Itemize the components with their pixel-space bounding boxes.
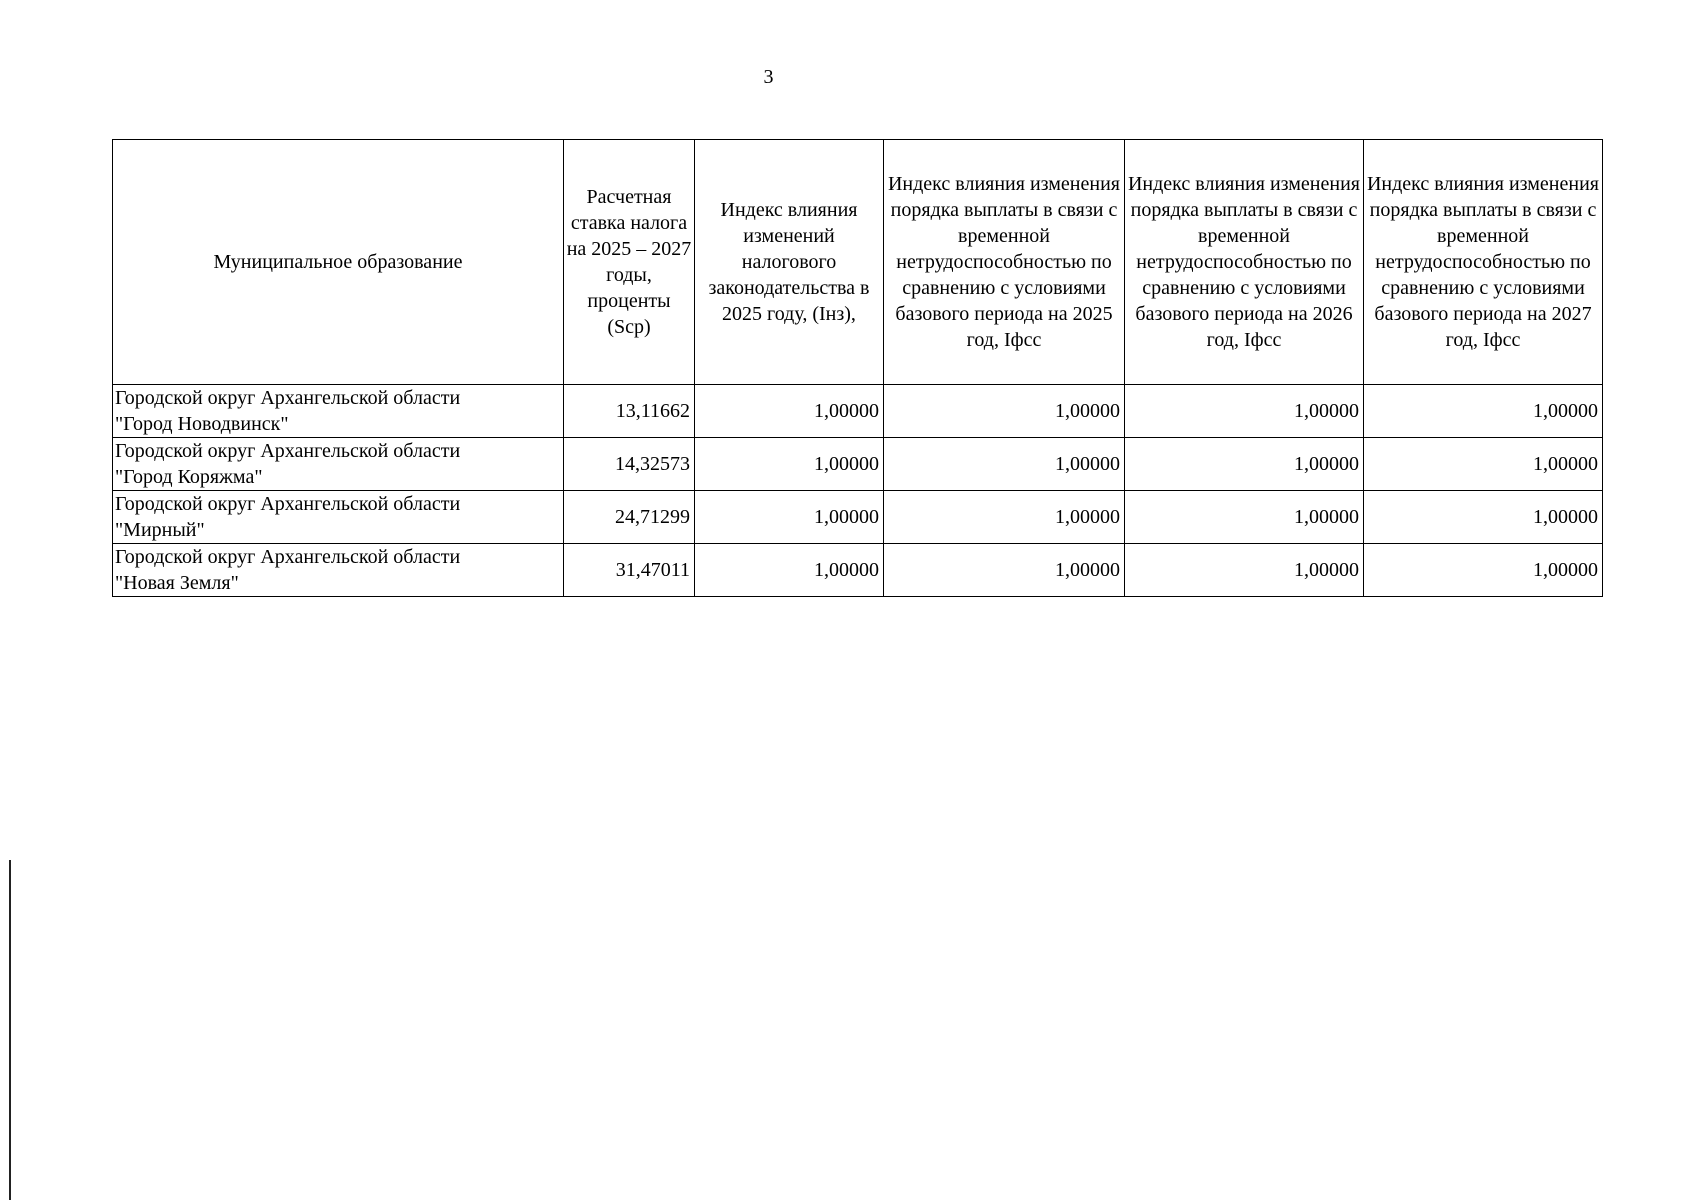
tax-law-index-cell: 1,00000	[695, 438, 884, 491]
header-municipality: Муниципальное образование	[113, 140, 564, 385]
fss-index-2025-cell: 1,00000	[884, 491, 1125, 544]
table-header-row	[113, 140, 1603, 385]
municipality-cell	[113, 491, 564, 544]
page-number	[0, 66, 1697, 89]
tax-rate-cell: 31,47011	[564, 544, 695, 597]
fss-index-2026-cell: 1,00000	[1125, 438, 1364, 491]
tax-rate-cell: 14,32573	[564, 438, 695, 491]
table-row	[113, 544, 1603, 597]
municipality-name-line2: "Город Коряжма"	[115, 466, 263, 488]
table-row	[113, 438, 1603, 491]
municipality-name-line2: "Город Новодвинск"	[115, 413, 289, 435]
scan-margin-line	[9, 860, 11, 1200]
municipality-cell	[113, 544, 564, 597]
municipality-name-line2: "Новая Земля"	[115, 572, 239, 594]
fss-index-2026-cell: 1,00000	[1125, 385, 1364, 438]
fss-index-2027-cell: 1,00000	[1364, 438, 1603, 491]
table-header	[113, 140, 1603, 385]
fss-index-2027-cell: 1,00000	[1364, 491, 1603, 544]
page-number-text: 3	[763, 66, 774, 88]
municipality-name-line1: Городской округ Архангельской области	[115, 546, 461, 568]
municipality-name-line1: Городской округ Архангельской области	[115, 440, 461, 462]
municipality-name-line1: Городской округ Архангельской области	[115, 493, 461, 515]
fss-index-2025-cell: 1,00000	[884, 438, 1125, 491]
fss-index-2025-cell: 1,00000	[884, 544, 1125, 597]
municipality-name-line1: Городской округ Архангельской области	[115, 387, 461, 409]
header-tax-law-index: Индекс влияния изменений налогового законодательства в 2025 году, (Iнз),	[695, 140, 884, 385]
header-fss-index-2027: Индекс влияния изменения порядка выплаты в связи с временной нетрудоспособностью по сравнению с условиями базового периода на 2027 год, Iфсс	[1364, 140, 1603, 385]
municipality-cell	[113, 385, 564, 438]
municipality-cell	[113, 438, 564, 491]
header-tax-rate: Расчетная ставка налога на 2025 – 2027 годы, проценты (Sср)	[564, 140, 695, 385]
table-row	[113, 491, 1603, 544]
fss-index-2026-cell: 1,00000	[1125, 491, 1364, 544]
fss-index-2027-cell: 1,00000	[1364, 544, 1603, 597]
tax-law-index-cell: 1,00000	[695, 544, 884, 597]
header-fss-index-2025: Индекс влияния изменения порядка выплаты в связи с временной нетрудоспособностью по сравнению с условиями базового периода на 2025 год, Iфсс	[884, 140, 1125, 385]
fss-index-2027-cell: 1,00000	[1364, 385, 1603, 438]
header-fss-index-2026: Индекс влияния изменения порядка выплаты в связи с временной нетрудоспособностью по сравнению с условиями базового периода на 2026 год, Iфсс	[1125, 140, 1364, 385]
table-body	[113, 385, 1603, 597]
municipality-name-line2: "Мирный"	[115, 519, 205, 541]
fss-index-2025-cell: 1,00000	[884, 385, 1125, 438]
fss-index-2026-cell: 1,00000	[1125, 544, 1364, 597]
tax-rate-cell: 13,11662	[564, 385, 695, 438]
municipal-index-table	[112, 139, 1603, 597]
tax-law-index-cell: 1,00000	[695, 491, 884, 544]
table-row	[113, 385, 1603, 438]
tax-law-index-cell: 1,00000	[695, 385, 884, 438]
tax-rate-cell: 24,71299	[564, 491, 695, 544]
